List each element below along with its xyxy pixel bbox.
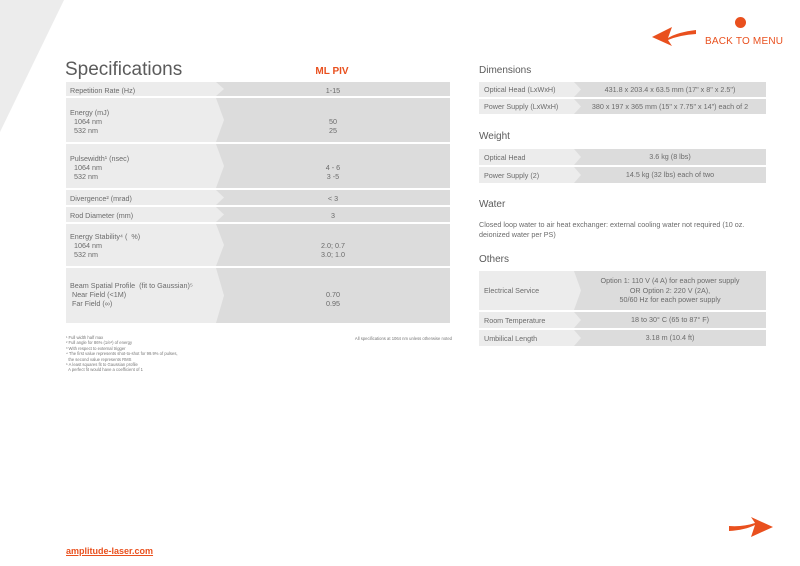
others-row [479, 271, 766, 310]
row-value: 18 to 30° C (65 to 87° F) [574, 312, 766, 328]
water-description: Closed loop water to air heat exchanger: external cooling water not required (10 oz. deionized water per PS) [479, 220, 745, 239]
spec-label: Divergence² (mrad) [66, 190, 216, 205]
spec-value: < 3 [216, 190, 450, 205]
water-title: Water [479, 199, 506, 210]
corner-decoration [0, 0, 64, 132]
dimensions-table [479, 82, 766, 116]
row-value: 3.18 m (10.4 ft) [574, 330, 766, 346]
dimensions-title: Dimensions [479, 65, 532, 76]
row-label: Optical Head (LxWxH) [479, 82, 574, 97]
spec-value: 4 - 6 3 -5 [216, 144, 450, 188]
spec-row-pulsewidth [66, 144, 450, 188]
others-row [479, 312, 766, 328]
row-label: Power Supply (LxWxH) [479, 99, 574, 114]
spec-label: Beam Spatial Profile (fit to Gaussian)⁵ Near Field (<1M) Far Field (∞) [66, 268, 216, 323]
spec-row-energy-stability [66, 224, 450, 266]
dimensions-row [479, 99, 766, 114]
row-value: 3.6 kg (8 lbs) [574, 149, 766, 165]
product-name: ML PIV [315, 66, 349, 77]
dimensions-row [479, 82, 766, 97]
row-value: 14.5 kg (32 lbs) each of two [574, 167, 766, 183]
spec-value: 2.0; 0.7 3.0; 1.0 [216, 224, 450, 266]
spec-value: 1-15 [216, 82, 450, 96]
specifications-title: Specifications [65, 59, 183, 80]
website-link[interactable]: amplitude-laser.com [66, 546, 154, 556]
weight-row [479, 167, 766, 183]
spec-row-energy [66, 98, 450, 142]
spec-value: 0.70 0.95 [216, 268, 450, 323]
row-value: 431.8 x 203.4 x 63.5 mm (17" x 8" x 2.5") [574, 82, 766, 97]
spec-row-rod-diameter [66, 207, 450, 222]
spec-label: Energy (mJ) 1064 nm 532 nm [66, 98, 216, 142]
weight-row [479, 149, 766, 165]
spec-label: Rod Diameter (mm) [66, 207, 216, 222]
spec-row-beam-profile [66, 268, 450, 323]
spec-label: Energy Stability⁴ ( %) 1064 nm 532 nm [66, 224, 216, 266]
back-to-menu-link[interactable]: BACK TO MENU [705, 36, 784, 47]
others-row [479, 330, 766, 346]
spec-row-divergence [66, 190, 450, 205]
row-label: Umbilical Length [479, 330, 574, 346]
footnotes: ¹ Full width half max ² Full angle for 86% (1/e²) of energy ³ With respect to external trigger ⁴ The first value represents shot-to-shot for 99.9% of pulses, the second value represents RMS ⁵ A least squares fit to Gaussian profile A perfect fit would have a coefficient of 1 [66, 335, 178, 373]
specifications-table [66, 82, 450, 325]
others-table [479, 271, 766, 348]
row-label: Electrical Service [479, 271, 574, 310]
weight-title: Weight [479, 131, 510, 142]
spec-label: Pulsewidth¹ (nsec) 1064 nm 532 nm [66, 144, 216, 188]
back-arrow-icon[interactable] [652, 24, 696, 48]
others-title: Others [479, 254, 510, 265]
next-arrow-icon[interactable] [729, 515, 773, 541]
spec-label: Repetition Rate (Hz) [66, 82, 216, 96]
spec-value: 3 [216, 207, 450, 222]
row-value: Option 1: 110 V (4 A) for each power supply OR Option 2: 220 V (2A), 50/60 Hz for each power supply [574, 271, 766, 310]
back-dot-icon [735, 17, 746, 28]
row-label: Power Supply (2) [479, 167, 574, 183]
spec-row-repetition-rate [66, 82, 450, 96]
row-label: Optical Head [479, 149, 574, 165]
spec-value: 50 25 [216, 98, 450, 142]
row-value: 380 x 197 x 365 mm (15" x 7.75" x 14") each of 2 [574, 99, 766, 114]
row-label: Room Temperature [479, 312, 574, 328]
weight-table [479, 149, 766, 185]
specification-note: All specifications at 1064 nm unless otherwise noted [354, 336, 452, 341]
